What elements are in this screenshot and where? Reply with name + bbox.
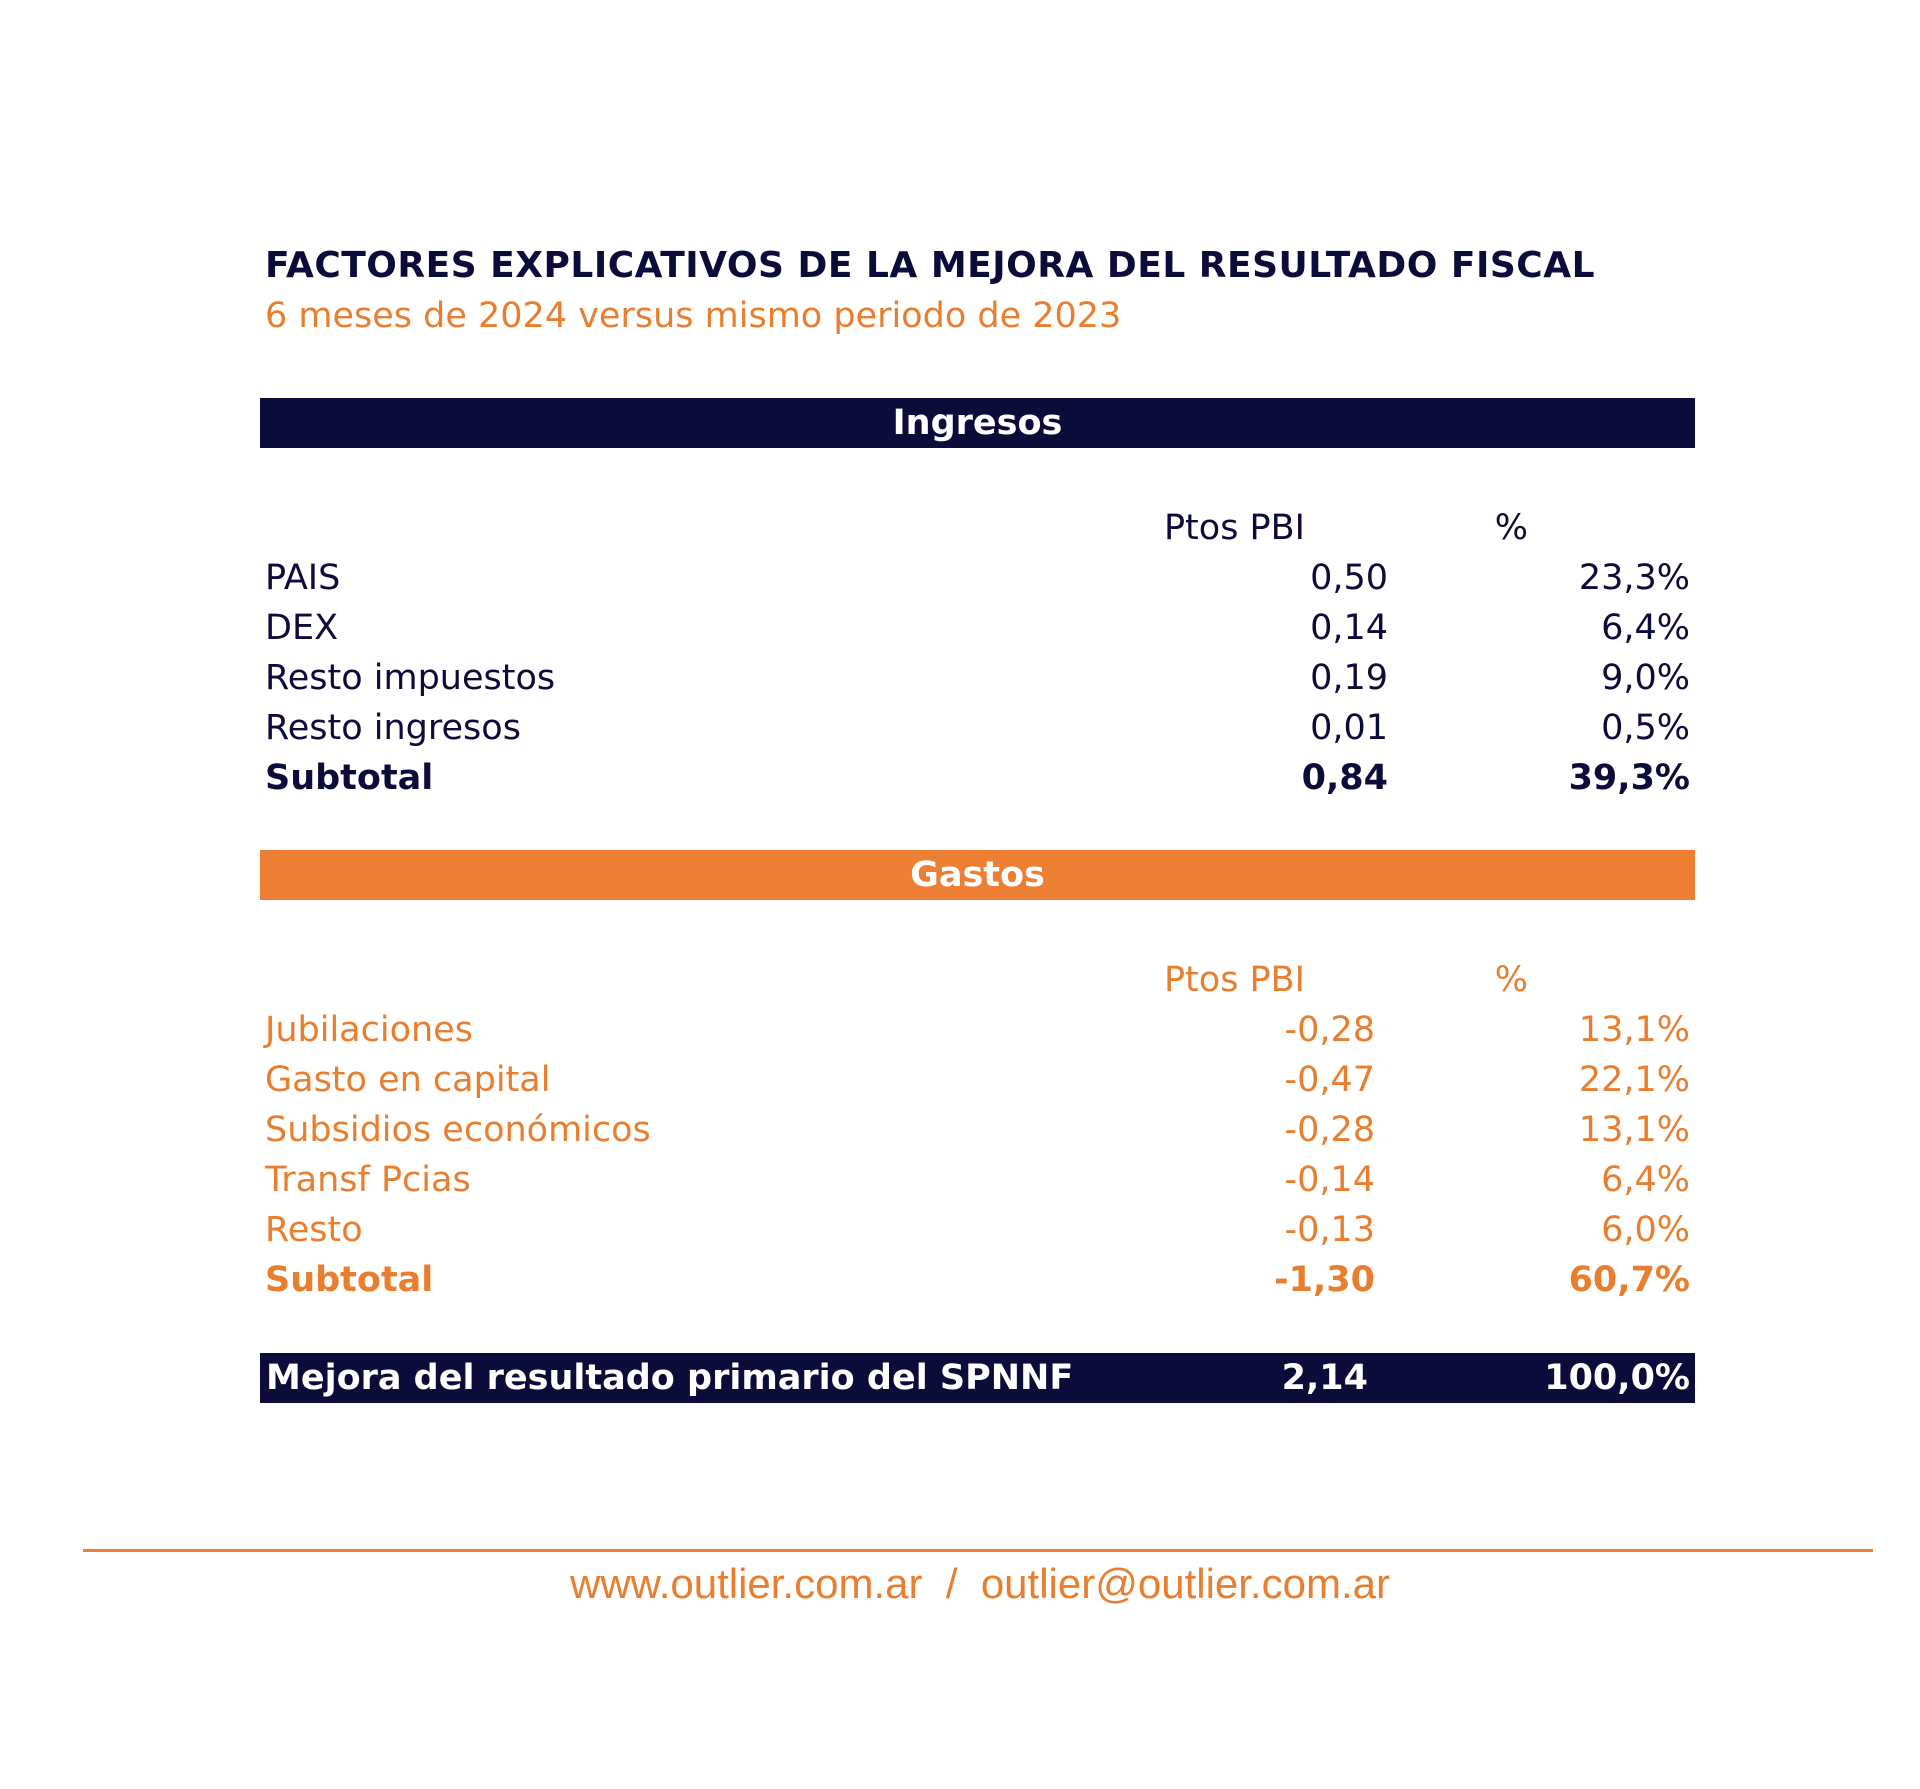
- table-row: [265, 1055, 1690, 1105]
- row-pct: 13,1%: [1578, 1110, 1690, 1150]
- row-pbi: -0,28: [1284, 1010, 1375, 1050]
- row-label: Jubilaciones: [265, 1010, 473, 1050]
- row-label: PAIS: [265, 558, 341, 598]
- table-row: [265, 653, 1690, 703]
- table-row: [265, 553, 1690, 603]
- footer-email-link[interactable]: outlier@outlier.com.ar: [980, 1560, 1390, 1607]
- row-label: DEX: [265, 608, 339, 648]
- row-pbi: 0,01: [1310, 708, 1388, 748]
- ingresos-column-headers: [265, 503, 1690, 553]
- row-pct: 23,3%: [1578, 558, 1690, 598]
- row-pct: 22,1%: [1578, 1060, 1690, 1100]
- total-pbi: 2,14: [1281, 1358, 1368, 1398]
- ingresos-col-pct-header: %: [1494, 508, 1528, 548]
- subtotal-pbi: 0,84: [1301, 758, 1388, 798]
- footer-separator: /: [945, 1560, 958, 1607]
- gastos-section-header: Gastos: [260, 850, 1695, 900]
- row-pbi: 0,19: [1310, 658, 1388, 698]
- total-label: Mejora del resultado primario del SPNNF: [266, 1358, 1074, 1398]
- ingresos-col-pbi-header: Ptos PBI: [1163, 508, 1305, 548]
- subtotal-pct: 39,3%: [1568, 758, 1690, 798]
- ingresos-section-header: Ingresos: [260, 398, 1695, 448]
- table-row: [265, 1105, 1690, 1155]
- table-row: [265, 1005, 1690, 1055]
- table-row: [265, 603, 1690, 653]
- footer-website-link[interactable]: www.outlier.com.ar: [570, 1560, 923, 1607]
- row-label: Transf Pcias: [265, 1160, 471, 1200]
- row-pct: 0,5%: [1601, 708, 1690, 748]
- row-pbi: -0,13: [1284, 1210, 1375, 1250]
- row-pbi: 0,14: [1310, 608, 1388, 648]
- page-subtitle: 6 meses de 2024 versus mismo periodo de 2023: [265, 296, 1122, 336]
- gastos-subtotal-row: [265, 1255, 1690, 1305]
- row-label: Resto impuestos: [265, 658, 556, 698]
- table-row: [265, 703, 1690, 753]
- table-row: [265, 1155, 1690, 1205]
- footer: [0, 1560, 1920, 1608]
- row-pct: 6,0%: [1601, 1210, 1690, 1250]
- footer-divider: [83, 1549, 1873, 1552]
- row-pct: 9,0%: [1601, 658, 1690, 698]
- row-pbi: 0,50: [1310, 558, 1388, 598]
- gastos-column-headers: [265, 955, 1690, 1005]
- row-label: Resto ingresos: [265, 708, 521, 748]
- subtotal-pct: 60,7%: [1568, 1260, 1690, 1300]
- subtotal-label: Subtotal: [265, 758, 434, 798]
- total-pct: 100,0%: [1544, 1358, 1690, 1398]
- row-pct: 6,4%: [1601, 608, 1690, 648]
- row-label: Resto: [265, 1210, 363, 1250]
- page-title: FACTORES EXPLICATIVOS DE LA MEJORA DEL RESULTADO FISCAL: [265, 245, 1596, 286]
- row-label: Gasto en capital: [265, 1060, 551, 1100]
- row-label: Subsidios económicos: [265, 1110, 651, 1150]
- row-pbi: -0,47: [1284, 1060, 1375, 1100]
- row-pbi: -0,28: [1284, 1110, 1375, 1150]
- table-row: [265, 1205, 1690, 1255]
- subtotal-pbi: -1,30: [1274, 1260, 1375, 1300]
- total-row: [260, 1353, 1695, 1403]
- row-pbi: -0,14: [1284, 1160, 1375, 1200]
- row-pct: 13,1%: [1578, 1010, 1690, 1050]
- subtotal-label: Subtotal: [265, 1260, 434, 1300]
- gastos-col-pct-header: %: [1494, 960, 1528, 1000]
- row-pct: 6,4%: [1601, 1160, 1690, 1200]
- ingresos-subtotal-row: [265, 753, 1690, 803]
- gastos-col-pbi-header: Ptos PBI: [1163, 960, 1305, 1000]
